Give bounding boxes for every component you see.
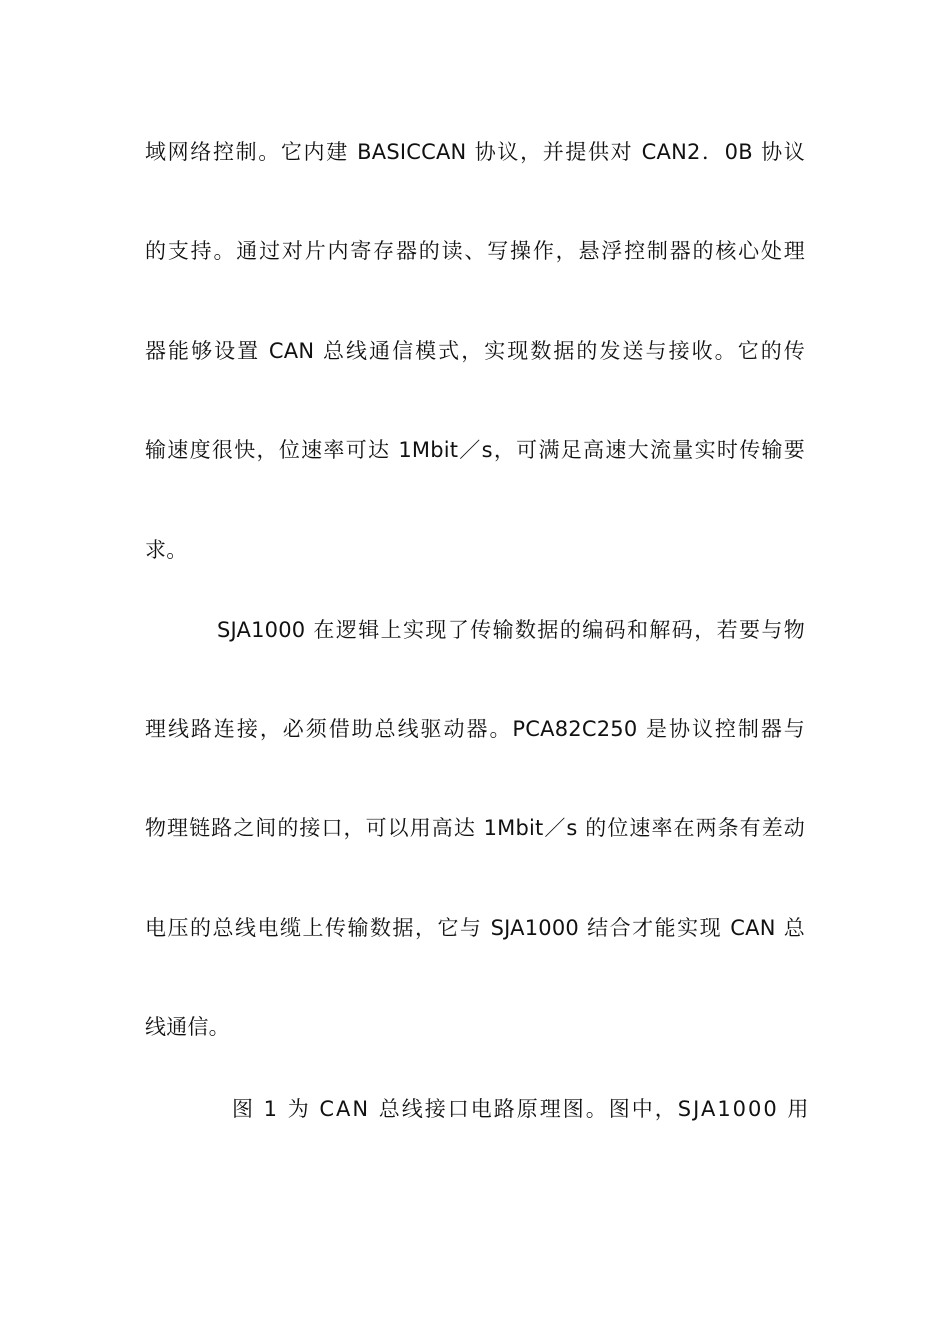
- paragraph-2-line-1: SJA1000 在逻辑上实现了传输数据的编码和解码，若要与物: [217, 618, 805, 642]
- paragraph-2-line-2: 理线路连接，必须借助总线驱动器。PCA82C250 是协议控制器与: [145, 717, 805, 741]
- paragraph-3-line-1: 图 1 为 CAN 总线接口电路原理图。图中，SJA1000 用: [232, 1097, 811, 1121]
- text-line-2: 的支持。通过对片内寄存器的读、写操作，悬浮控制器的核心处理: [145, 239, 805, 263]
- text-line-4: 输速度很快，位速率可达 1Mbit／s，可满足高速大流量实时传输要: [145, 438, 805, 462]
- paragraph-2-line-4: 电压的总线电缆上传输数据，它与 SJA1000 结合才能实现 CAN 总: [145, 916, 805, 940]
- paragraph-2-line-5: 线通信。: [145, 1015, 230, 1039]
- paragraph-2-line-3: 物理链路之间的接口，可以用高达 1Mbit／s 的位速率在两条有差动: [145, 816, 805, 840]
- text-line-3: 器能够设置 CAN 总线通信模式，实现数据的发送与接收。它的传: [145, 339, 805, 363]
- text-line-5: 求。: [145, 538, 188, 562]
- text-line-1: 域网络控制。它内建 BASICCAN 协议，并提供对 CAN2．0B 协议: [145, 140, 805, 164]
